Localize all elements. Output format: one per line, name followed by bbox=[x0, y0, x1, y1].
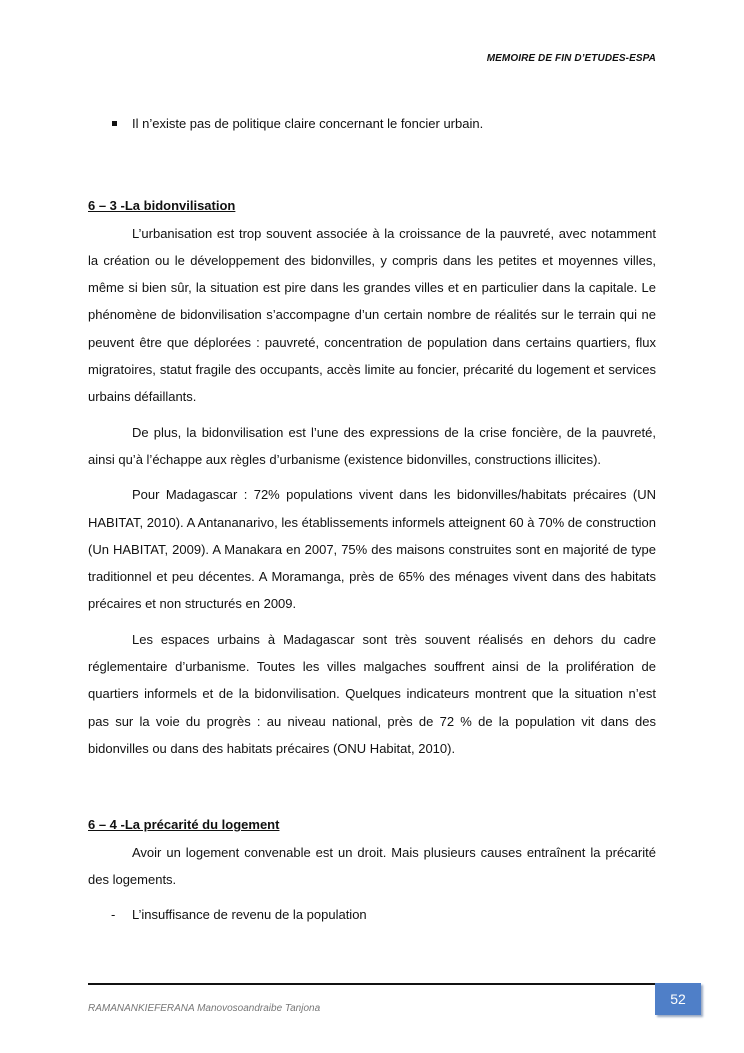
page-number-badge: 52 bbox=[655, 983, 701, 1015]
paragraph-bidonvilisation-2: De plus, la bidonvilisation est l’une des expressions de la crise foncière, de la pauvreté, ainsi qu’à l’échappe aux règles d’urbanisme (existence bidonvilles, constructions illicites). bbox=[88, 424, 656, 467]
running-header: MEMOIRE DE FIN D’ETUDES-ESPA bbox=[486, 53, 656, 64]
paragraph-bidonvilisation-4: Les espaces urbains à Madagascar sont très souvent réalisés en dehors du cadre réglementaire d’urbanisme. Toutes les villes malgaches souffrent ainsi de la prolifération de quartiers informels et de la bidonvilisation. Quelques indicateurs montrent que la situation n’est pas sur la voie du progrès : au niveau national, près de 72 % de la population vit dans des bidonvilles ou dans des habitats précaires (ONU Habitat, 2010). bbox=[88, 631, 656, 756]
page-body bbox=[88, 110, 656, 928]
footer-author: RAMANANKIEFERANA Manovosoandraibe Tanjona bbox=[88, 1003, 321, 1014]
dash-list-item bbox=[88, 901, 656, 928]
paragraph-bidonvilisation-1: L’urbanisation est trop souvent associée à la croissance de la pauvreté, avec notamment la création ou le développement des bidonvilles, y compris dans les petites et moyennes villes, même si bien sûr, la situation est pire dans les grandes villes et en particulier dans la capitale. Le phénomène de bidonvilisation s’accompagne d’un certain nombre de réalités sur le terrain qui ne peuvent être que déplorées : pauvreté, concentration de population dans certains quartiers, flux migratoires, statut fragile des occupants, accès limite au foncier, précarité du logement et services urbains défaillants. bbox=[88, 225, 656, 405]
dash-bullet-icon: - bbox=[111, 907, 116, 923]
dash-item-text: L’insuffisance de revenu de la population bbox=[132, 907, 367, 923]
bullet-item bbox=[88, 110, 656, 137]
bullet-text: Il n’existe pas de politique claire concernant le foncier urbain. bbox=[132, 116, 484, 131]
footer-divider bbox=[88, 983, 676, 985]
paragraph-bidonvilisation-3: Pour Madagascar : 72% populations vivent dans les bidonvilles/habitats précaires (UN HABITAT, 2010). A Antananarivo, les établissements informels atteignent 60 à 70% de construction (Un HABITAT, 2009). A Manakara en 2007, 75% des maisons construites sont en majorité de type traditionnel et peu décentes. A Moramanga, près de 65% des ménages vivent dans des habitats précaires et non structurés en 2009. bbox=[88, 487, 656, 612]
square-bullet-icon bbox=[112, 121, 117, 126]
section-heading-6-4: 6 – 4 -La précarité du logement bbox=[88, 817, 280, 833]
section-heading-6-3: 6 – 3 -La bidonvilisation bbox=[88, 198, 236, 214]
paragraph-precarite: Avoir un logement convenable est un droit. Mais plusieurs causes entraînent la précarité des logements. bbox=[88, 844, 656, 887]
